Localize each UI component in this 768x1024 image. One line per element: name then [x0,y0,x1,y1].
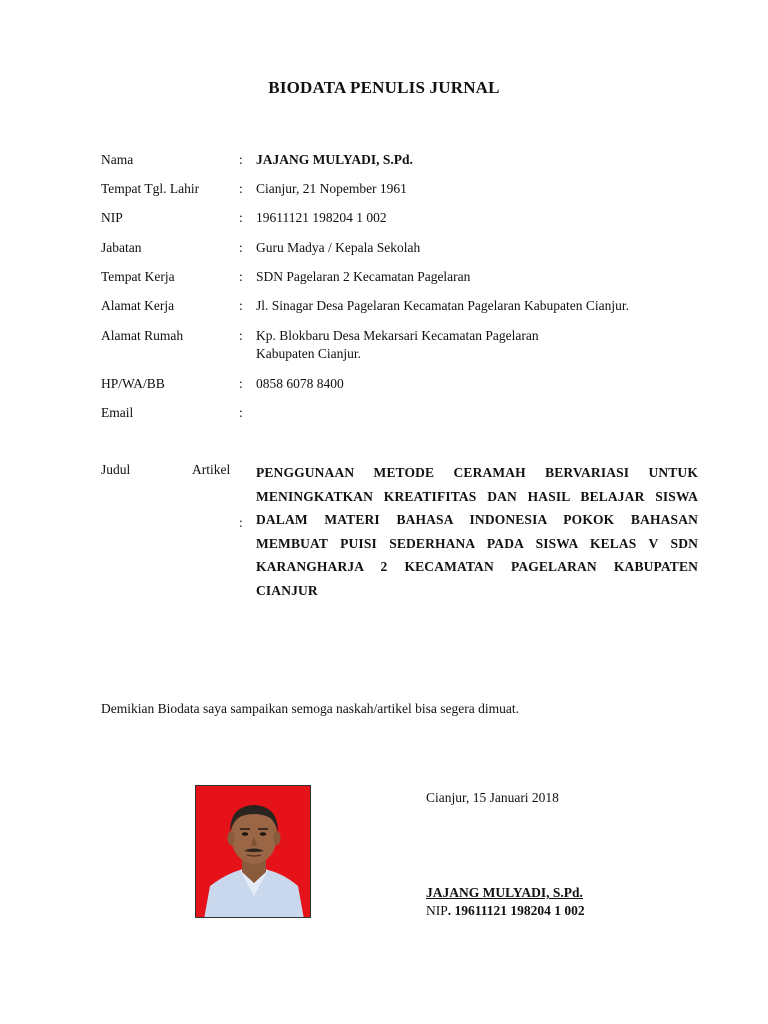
value-jabatan: Guru Madya / Kepala Sekolah [256,240,421,255]
colon-alamat-rumah: : [239,328,243,343]
label-judul: Judul [101,462,131,477]
value-nip: 19611121 198204 1 002 [256,210,387,225]
signer-nip [426,903,585,919]
value-alamat-kerja: Jl. Sinagar Desa Pagelaran Kecamatan Pagelaran Kabupaten Cianjur. [256,298,629,313]
value-alamat-rumah-line2: Kabupaten Cianjur. [256,346,361,361]
label-alamat-kerja: Alamat Kerja [101,298,175,313]
signer-nip-value: . 19611121 198204 1 002 [447,903,585,918]
judul-artikel-text: PENGGUNAAN METODE CERAMAH BERVARIASI UNTUK MENINGKATKAN KREATIFITAS DAN HASIL BELAJAR SISWA DALAM MATERI BAHASA INDONESIA POKOK BAHASAN MEMBUAT PUISI SEDERHANA PADA SISWA KELAS V SDN KARANGHARJA 2 KECAMATAN PAGELARAN KABUPATEN CIANJUR [256,465,698,598]
value-hp: 0858 6078 8400 [256,376,344,391]
person-portrait-icon [196,786,311,918]
signer-name: JAJANG MULYADI, S.Pd. [426,885,583,900]
label-hp: HP/WA/BB [101,376,165,391]
colon-jabatan: : [239,240,243,255]
colon-tempat-tgl-lahir: : [239,181,243,196]
value-alamat-rumah-line1: Kp. Blokbaru Desa Mekarsari Kecamatan Pagelaran [256,328,539,343]
value-tempat-kerja: SDN Pagelaran 2 Kecamatan Pagelaran [256,269,471,284]
value-nama: JAJANG MULYADI, S.Pd. [256,152,413,167]
colon-email: : [239,405,243,420]
label-nip: NIP [101,210,123,225]
label-artikel: Artikel [192,462,231,477]
label-jabatan: Jabatan [101,240,142,255]
closing-statement: Demikian Biodata saya sampaikan semoga naskah/artikel bisa segera dimuat. [101,701,519,716]
place-date: Cianjur, 15 Januari 2018 [426,790,559,805]
value-tempat-tgl-lahir: Cianjur, 21 Nopember 1961 [256,181,407,196]
label-alamat-rumah: Alamat Rumah [101,328,184,343]
label-tempat-kerja: Tempat Kerja [101,269,175,284]
signer-nip-prefix: NIP [426,903,448,918]
colon-nama: : [239,152,243,167]
colon-nip: : [239,210,243,225]
document-title: BIODATA PENULIS JURNAL [268,78,500,97]
colon-judul: : [239,515,243,530]
colon-hp: : [239,376,243,391]
colon-tempat-kerja: : [239,269,243,284]
label-nama: Nama [101,152,134,167]
colon-alamat-kerja: : [239,298,243,313]
author-photo [195,785,311,918]
label-email: Email [101,405,134,420]
label-tempat-tgl-lahir: Tempat Tgl. Lahir [101,181,200,196]
